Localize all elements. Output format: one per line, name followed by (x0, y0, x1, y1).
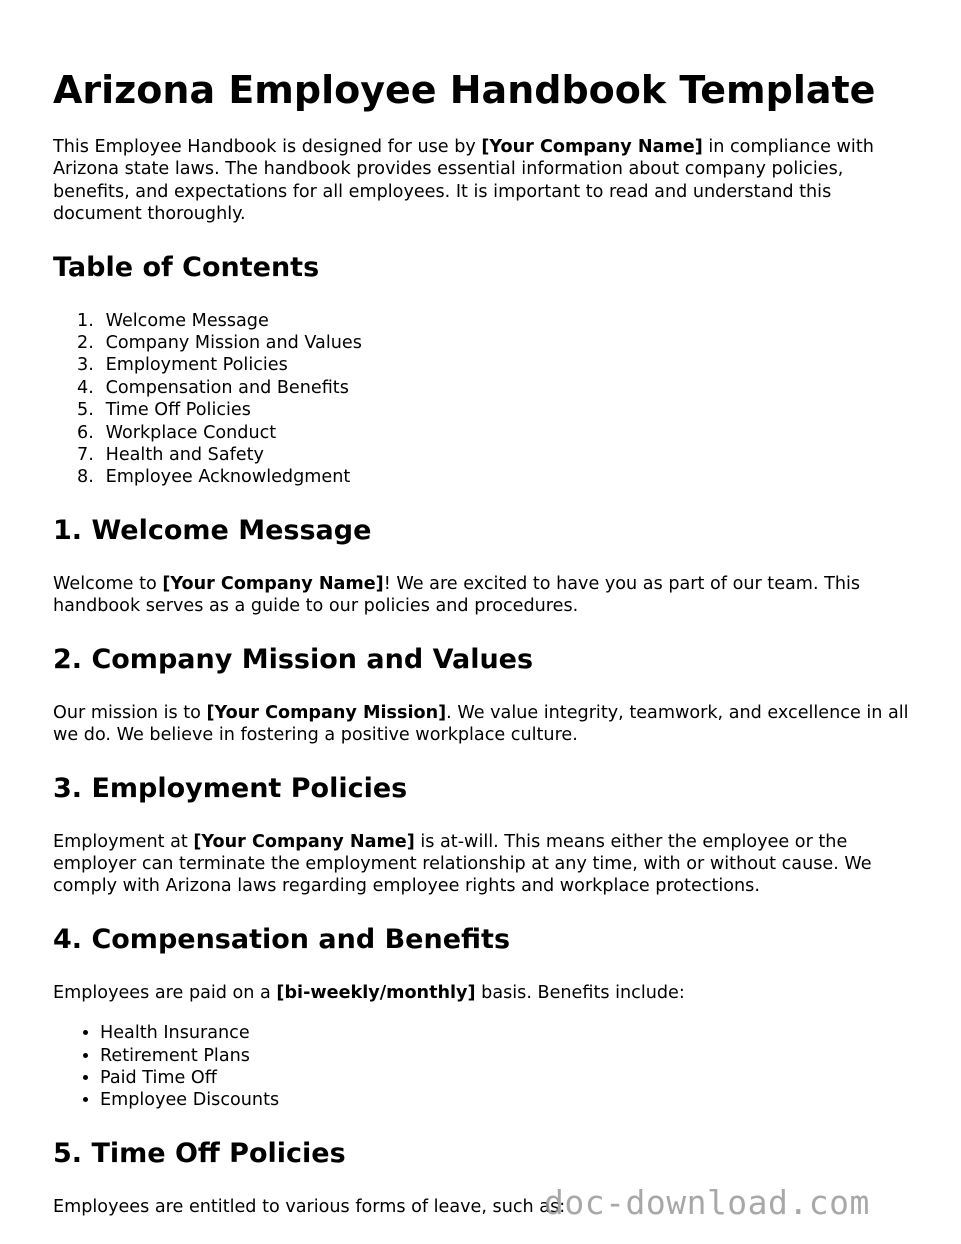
section-heading-employment: 3. Employment Policies (53, 772, 408, 804)
section-heading-timeoff: 5. Time Off Policies (53, 1137, 346, 1169)
intro-text-end: in compliance with Arizona state laws. The handbook provides essential information about company policies, benefits, and expectations for all employees. It is important to read and understand this document thoroughly. (53, 137, 874, 225)
toc-item[interactable]: 1. Welcome Message (77, 310, 269, 331)
toc-item[interactable]: 7. Health and Safety (77, 445, 264, 466)
timeoff-paragraph: Employees are entitled to various forms of leave, such as: (53, 1196, 566, 1217)
intro-paragraph (53, 136, 913, 226)
compensation-paragraph: Employees are paid on a [bi-weekly/monthly] basis. Benefits include: (53, 982, 685, 1003)
toc-item[interactable]: 5. Time Off Policies (77, 400, 251, 421)
pay-frequency-placeholder: [bi-weekly/monthly] (276, 982, 476, 1003)
toc-item[interactable]: 6. Workplace Conduct (77, 422, 277, 443)
toc-item[interactable]: 8. Employee Acknowledgment (77, 467, 351, 488)
section-heading-compensation: 4. Compensation and Benefits (53, 923, 511, 955)
document-page (53, 66, 913, 1218)
section-heading-welcome: 1. Welcome Message (53, 514, 372, 546)
list-item: • Retirement Plans (100, 1045, 913, 1067)
list-item: • Health Insurance (100, 1022, 913, 1044)
company-mission-placeholder: [Your Company Mission] (206, 702, 447, 723)
company-name-placeholder: [Your Company Name] (162, 573, 384, 594)
company-name-placeholder: [Your Company Name] (481, 137, 703, 157)
benefits-list (53, 1022, 913, 1112)
toc-heading: Table of Contents (53, 251, 320, 283)
section-heading-mission: 2. Company Mission and Values (53, 643, 534, 675)
welcome-paragraph: Welcome to [Your Company Name]! We are excited to have you as part of our team. This handbook serves as a guide to our policies and procedures. (53, 573, 861, 617)
intro-text-start: This Employee Handbook is designed for use by (53, 137, 482, 157)
watermark: doc-download.com (544, 1183, 870, 1222)
toc-list (53, 310, 913, 489)
toc-item[interactable]: 4. Compensation and Benefits (77, 377, 349, 398)
list-item: • Paid Time Off (100, 1067, 913, 1089)
toc-item[interactable]: 3. Employment Policies (77, 355, 288, 376)
employment-paragraph: Employment at [Your Company Name] is at-will. This means either the employee or the employer can terminate the employment relationship at any time, with or without cause. We comply with Arizona laws regarding employee rights and workplace protections. (53, 831, 872, 897)
mission-paragraph: Our mission is to [Your Company Mission]. We value integrity, teamwork, and excellence in all we do. We believe in fostering a positive workplace culture. (53, 702, 909, 746)
list-item: • Employee Discounts (100, 1089, 913, 1111)
document-title: Arizona Employee Handbook Template (53, 68, 876, 112)
company-name-placeholder: [Your Company Name] (193, 831, 415, 852)
toc-item[interactable]: 2. Company Mission and Values (77, 333, 362, 354)
